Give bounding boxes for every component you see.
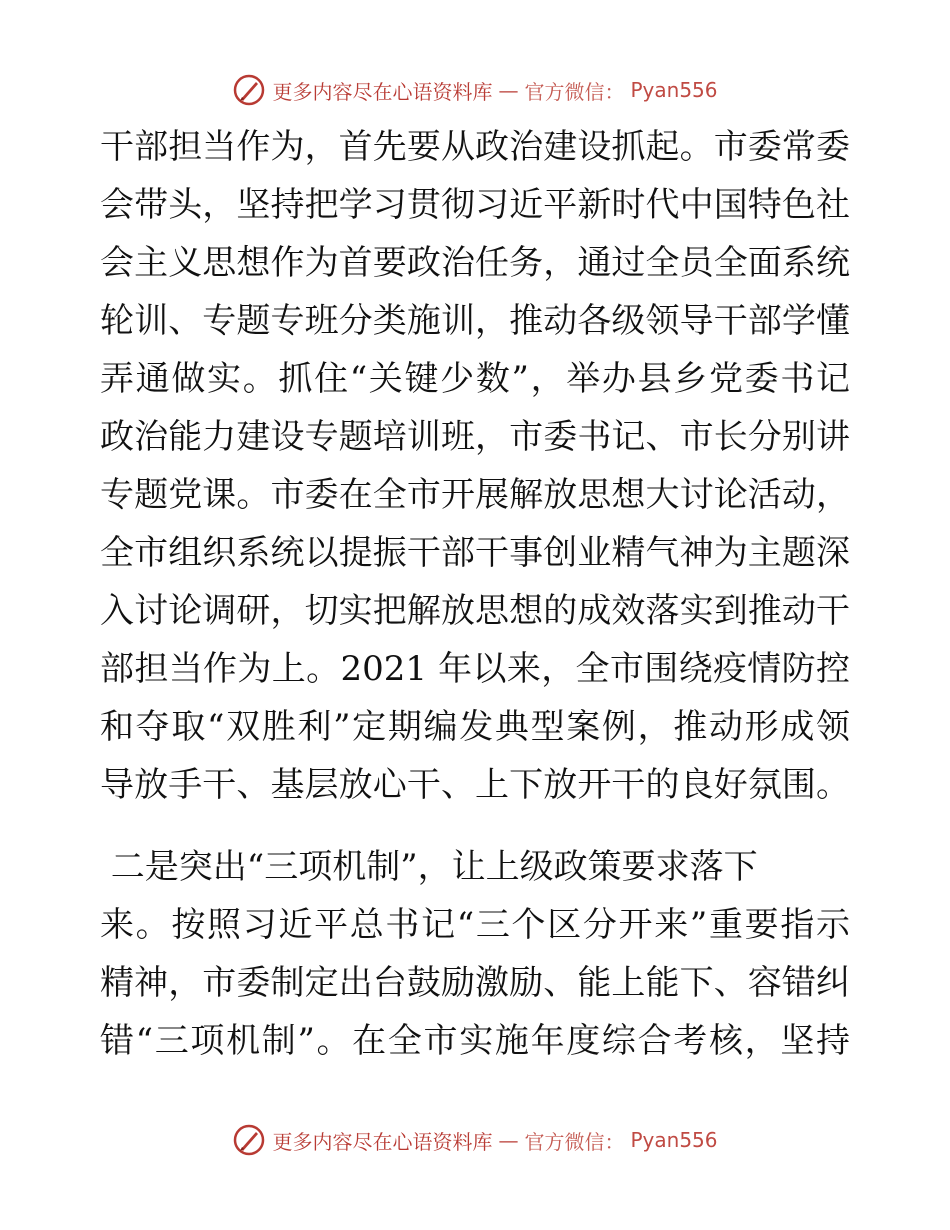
watermark-footer: [0, 1120, 950, 1160]
text-line: 精神，市委制定出台鼓励激励、能上能下、容错纠: [100, 963, 850, 1003]
watermark-wechat-label: 官方微信：: [524, 79, 625, 104]
watermark-wechat-label: 官方微信：: [524, 1129, 625, 1154]
paragraph-2: [100, 838, 850, 1070]
watermark-text: 更多内容尽在心语资料库: [272, 79, 493, 104]
text-line: 来。按照习近平总书记“三个区分开来”重要指示: [100, 905, 850, 945]
quill-pen-logo-icon: [232, 73, 266, 107]
paragraph-1: [100, 118, 850, 814]
watermark-wechat-id: Pyan556: [630, 1128, 718, 1152]
quill-pen-logo-icon: [232, 1123, 266, 1157]
text-line: 政治能力建设专题培训班，市委书记、市长分别讲: [100, 417, 850, 457]
text-line: 导放手干、基层放心干、上下放开干的良好氛围。: [100, 765, 850, 805]
text-line: 弄通做实。抓住“关键少数”，举办县乡党委书记: [100, 359, 850, 399]
text-line: 干部担当作为，首先要从政治建设抓起。市委常委: [100, 127, 850, 167]
section-heading-line: 二是突出“三项机制”，让上级政策要求落下: [100, 847, 758, 887]
text-line: 专题党课。市委在全市开展解放思想大讨论活动，: [100, 475, 850, 515]
text-line: 轮训、专题专班分类施训，推动各级领导干部学懂: [100, 301, 850, 341]
watermark-wechat-id: Pyan556: [630, 78, 718, 102]
text-line: 会主义思想作为首要政治任务，通过全员全面系统: [100, 243, 850, 283]
text-line: 会带头，坚持把学习贯彻习近平新时代中国特色社: [100, 185, 850, 225]
watermark-dash: —: [498, 1128, 519, 1152]
text-line: 部担当作为上。2021 年以来，全市围绕疫情防控: [100, 649, 850, 689]
watermark-dash: —: [498, 78, 519, 102]
watermark-header: [0, 70, 950, 110]
text-line: 错“三项机制”。在全市实施年度综合考核，坚持: [100, 1021, 850, 1061]
text-line: 全市组织系统以提振干部干事创业精气神为主题深: [100, 533, 850, 573]
text-line: 入讨论调研，切实把解放思想的成效落实到推动干: [100, 591, 850, 631]
text-line: 和夺取“双胜利”定期编发典型案例，推动形成领: [100, 707, 850, 747]
watermark-text: 更多内容尽在心语资料库: [272, 1129, 493, 1154]
